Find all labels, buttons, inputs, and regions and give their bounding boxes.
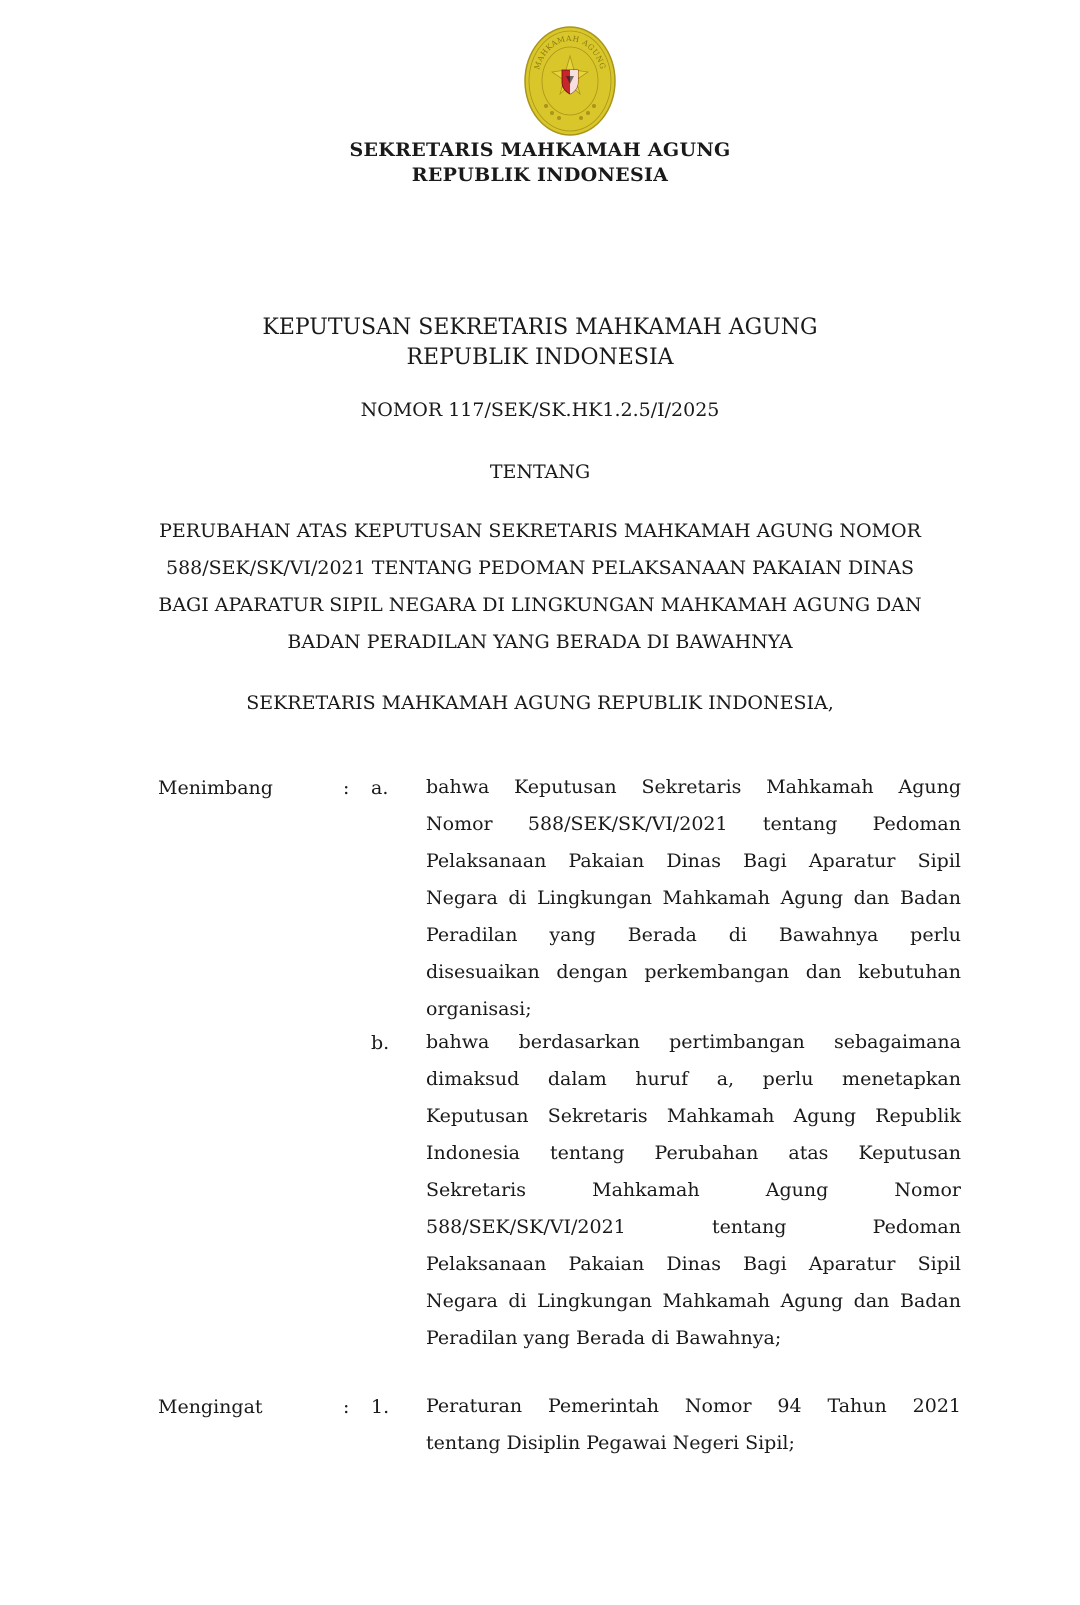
paragraph-line: Nomor 588/SEK/SK/VI/2021 tentang Pedoman — [426, 813, 961, 835]
paragraph-line: Peradilan yang Berada di Bawahnya; — [426, 1327, 782, 1349]
institution-name: SEKRETARIS MAHKAMAH AGUNG — [349, 139, 731, 161]
paragraph-line: Pelaksanaan Pakaian Dinas Bagi Aparatur Sipil — [426, 850, 961, 872]
menimbang-item-b-marker: b. — [371, 1032, 390, 1054]
menimbang-item-a — [426, 769, 961, 1028]
paragraph-line: Negara di Lingkungan Mahkamah Agung dan Badan — [426, 1290, 961, 1312]
paragraph-line: dimaksud dalam huruf a, perlu menetapkan — [426, 1068, 961, 1090]
decree-number: NOMOR 117/SEK/SK.HK1.2.5/I/2025 — [360, 399, 720, 421]
menimbang-item-b — [426, 1024, 961, 1357]
menimbang-label: Menimbang — [158, 777, 273, 799]
menimbang-colon: : — [343, 777, 350, 799]
decree-title — [0, 313, 1080, 373]
mengingat-colon: : — [343, 1396, 350, 1418]
subject-line: 588/SEK/SK/VI/2021 TENTANG PEDOMAN PELAKSANAAN PAKAIAN DINAS — [165, 557, 914, 579]
menimbang-item-a-marker: a. — [371, 777, 389, 799]
paragraph-line: tentang Disiplin Pegawai Negeri Sipil; — [426, 1432, 795, 1454]
paragraph-line: Indonesia tentang Perubahan atas Keputusan — [426, 1142, 961, 1164]
paragraph-line: organisasi; — [426, 998, 532, 1020]
paragraph-line: Peradilan yang Berada di Bawahnya perlu — [426, 924, 961, 946]
paragraph-line: Negara di Lingkungan Mahkamah Agung dan Badan — [426, 887, 961, 909]
paragraph-line: bahwa Keputusan Sekretaris Mahkamah Agung — [426, 776, 961, 798]
subject-line: PERUBAHAN ATAS KEPUTUSAN SEKRETARIS MAHKAMAH AGUNG NOMOR — [159, 520, 921, 542]
institution-country: REPUBLIK INDONESIA — [411, 164, 669, 186]
tentang-heading: TENTANG — [489, 461, 591, 483]
paragraph-line: Keputusan Sekretaris Mahkamah Agung Republik — [426, 1105, 961, 1127]
paragraph-line: 588/SEK/SK/VI/2021 tentang Pedoman — [426, 1216, 961, 1238]
mengingat-label: Mengingat — [158, 1396, 263, 1418]
paragraph-line: Pelaksanaan Pakaian Dinas Bagi Aparatur Sipil — [426, 1253, 961, 1275]
paragraph-line: Sekretaris Mahkamah Agung Nomor — [426, 1179, 961, 1201]
official-title: SEKRETARIS MAHKAMAH AGUNG REPUBLIK INDONESIA, — [246, 692, 834, 714]
decree-title-line-1: KEPUTUSAN SEKRETARIS MAHKAMAH AGUNG — [262, 315, 818, 340]
subject-line: BADAN PERADILAN YANG BERADA DI BAWAHNYA — [287, 631, 793, 653]
paragraph-line: Peraturan Pemerintah Nomor 94 Tahun 2021 — [426, 1395, 961, 1417]
institution-header — [0, 138, 1080, 188]
decree-subject — [150, 513, 930, 661]
paragraph-line: bahwa berdasarkan pertimbangan sebagaimana — [426, 1031, 961, 1053]
mengingat-item-1-marker: 1. — [371, 1396, 390, 1418]
mengingat-item-1 — [426, 1388, 961, 1462]
emblem-ring-text: MAHKAMAH AGUNG — [532, 33, 608, 71]
mahkamah-agung-emblem-icon — [524, 26, 616, 136]
decree-title-line-2: REPUBLIK INDONESIA — [406, 345, 674, 370]
subject-line: BAGI APARATUR SIPIL NEGARA DI LINGKUNGAN MAHKAMAH AGUNG DAN — [158, 594, 922, 616]
paragraph-line: disesuaikan dengan perkembangan dan kebutuhan — [426, 961, 961, 983]
